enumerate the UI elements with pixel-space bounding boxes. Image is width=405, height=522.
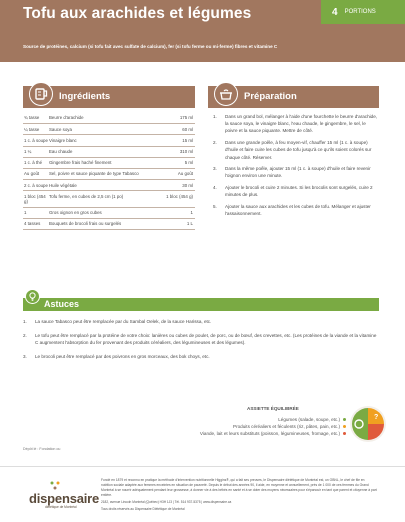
ingredient-row	[23, 191, 195, 208]
ingredient-name: Beurre d'arachide	[49, 115, 84, 121]
tip-number: 3.	[23, 354, 27, 359]
footer-contact[interactable]: 2182, avenue Lincoln Montréal (Québec) H3H 1J3 | Tél. 514 937-5375 | www.dispensaire.ca	[101, 500, 232, 504]
ingredient-name: Sel, poivre et sauce piquante de type Tabasco	[49, 171, 139, 177]
ingredient-row	[23, 169, 195, 180]
balanced-plate-line	[200, 424, 346, 431]
ingredient-row	[23, 158, 195, 169]
tips-heading: Astuces	[44, 299, 80, 309]
balanced-plate-line-text: Viande, lait et leurs substituts (poisson, légumineuses, fromage, etc.)	[199, 430, 340, 436]
lightbulb-icon	[25, 289, 40, 304]
ingredient-metric: 310 ml	[179, 148, 193, 154]
ingredient-quantity: 1	[24, 210, 27, 216]
portions-badge	[321, 0, 405, 24]
balanced-plate-dot	[343, 425, 346, 428]
tip-text: Le brocoli peut être remplacé par des poivrons en gros morceaux, des bok choys, etc.	[35, 354, 210, 359]
ingredient-row	[23, 219, 195, 230]
ingredient-name: Huile végétale	[49, 182, 77, 188]
ingredient-name: Sauce soya	[49, 126, 72, 132]
recipe-subtitle: Source de protéines, calcium (si tofu fait avec sulfate de calcium), fer (si tofu ferme ou mi-ferme) fibres et vitamine C	[23, 44, 278, 49]
preparation-step	[213, 165, 379, 179]
tips-header	[23, 298, 379, 311]
ingredient-row	[23, 124, 195, 135]
step-number: 2.	[213, 140, 217, 146]
ingredient-name: Vinaigre blanc	[49, 137, 77, 143]
step-text: Dans la même poêle, ajouter 15 ml (1 c. à soupe) d'huile et faire revenir l'oignon environ une minute.	[225, 166, 371, 179]
tip-number: 1.	[23, 319, 27, 324]
ingredient-quantity: 1 c. à soupe	[24, 137, 48, 143]
photo-credit: Dépôt lé : Fondation ou	[23, 447, 61, 451]
balanced-plate-icon	[349, 405, 387, 443]
ingredient-quantity: 1 ¼	[24, 148, 32, 154]
ingredient-row	[23, 208, 195, 219]
balanced-plate-dot	[343, 432, 346, 435]
ingredient-quantity: 1 bloc (454 g)	[24, 193, 46, 205]
ingredient-metric: 60 ml	[182, 126, 193, 132]
footer-logo-tagline: diététique de Montréal	[45, 505, 77, 509]
ingredient-quantity: ¼ tasse	[24, 126, 40, 132]
measuring-cup-icon	[29, 82, 53, 106]
tip-item	[23, 318, 379, 325]
ingredient-metric: 5 ml	[184, 160, 193, 166]
portions-label: PORTIONS	[344, 9, 376, 15]
preparation-heading: Préparation	[244, 91, 297, 102]
ingredients-header	[23, 86, 195, 108]
tips-list	[23, 318, 379, 367]
ingredient-name: Bouquets de brocoli frais ou surgelés	[49, 221, 122, 227]
tip-text: Le tofu peut être remplacé par la protéine de votre choix: lanières ou cubes de poulet, de porc, ou de bœuf, des crevettes, etc. (Les protéines de la viande et la vitamine C augmentent l'absorption du fer provenant des produits céréaliers, des légumineuses et des légumes).	[35, 333, 377, 345]
ingredient-row	[23, 113, 195, 124]
ingredients-table	[23, 113, 195, 230]
ingredient-name: Tofu ferme, en cubes de 2,5 cm (1 po)	[49, 193, 124, 199]
ingredient-quantity: 4 tasses	[24, 221, 41, 227]
preparation-step	[213, 184, 379, 198]
preparation-step	[213, 139, 379, 161]
balanced-plate-line	[200, 431, 346, 438]
preparation-step	[213, 113, 379, 135]
step-number: 1.	[213, 114, 217, 119]
portions-number: 4	[332, 6, 338, 18]
preparation-step	[213, 203, 379, 217]
ingredient-quantity: Au goût	[24, 171, 40, 177]
step-text: Ajouter la sauce aux arachides et les cubes de tofu. Mélanger et ajuster l'assaisonnement.	[225, 204, 371, 217]
step-number: 5.	[213, 204, 217, 210]
ingredient-metric: 15 ml	[182, 137, 193, 143]
recipe-title: Tofu aux arachides et légumes	[23, 5, 252, 22]
balanced-plate-line-text: Produits céréaliers et féculents (riz, pâtes, pain, etc.)	[233, 423, 340, 429]
ingredient-metric: 30 ml	[182, 182, 193, 188]
footer-logo: dispensaire	[29, 491, 100, 506]
ingredient-name: Eau chaude	[49, 148, 73, 154]
step-number: 4.	[213, 185, 217, 191]
balanced-plate-line-text: Légumes (salade, soupe, etc.)	[278, 417, 340, 422]
ingredient-metric: 1 bloc (454 g)	[166, 193, 193, 199]
footer-text	[101, 478, 377, 512]
dispensaire-logo-icon	[49, 480, 61, 491]
footer-copyright: Tous droits réservés au Dispensaire Diététique de Montréal	[101, 507, 185, 511]
footer-description: Fondé en 1879 et reconnu en pratique la méthode d'intervention nutritionnelle Higgins®, qui a fait ses preuves, le Dispensaire diététique de Montréal est, un OBNL, le chef de file en nutrition sociale adaptée aux femmes enceintes en situation de pauvreté. Depuis le début des années 90, il aide, en moyenne et annuellement, près de 1 000 de ces femmes du Grand Montréal à se nourrir adéquatement pendant leur grossesse, à donner vie à des bébés en santé et à se doter des moyens nécessaires pour s'épanouir en tant que parent et citoyenne à part entière.	[101, 478, 377, 497]
svg-text:?: ?	[374, 414, 379, 421]
ingredients-heading: Ingrédients	[59, 91, 111, 102]
tip-text: La sauce Tabasco peut être remplacée par du Sambal Oelek, de la sauce Harissa, etc.	[35, 319, 212, 324]
preparation-header	[208, 86, 379, 108]
step-number: 3.	[213, 166, 217, 172]
ingredient-name: Gingembre frais haché finement	[49, 160, 112, 166]
ingredient-row	[23, 135, 195, 146]
balanced-plate-dot	[343, 418, 346, 421]
ingredient-quantity: 2 c. à soupe	[24, 182, 48, 188]
tip-number: 2.	[23, 333, 27, 338]
step-text: Dans une grande poêle, à feu moyen-vif, chauffer 15 ml (1 c. à soupe) d'huile et faire cuire les cubes de tofu jusqu'à ce qu'ils soient colorés sur chaque côté. Réserver.	[225, 140, 372, 160]
ingredient-name: Gros oignon en gros cubes	[49, 210, 102, 216]
ingredient-metric: Au goût	[177, 171, 193, 177]
balanced-plate-line	[200, 417, 346, 424]
ingredient-row	[23, 147, 195, 158]
ingredient-metric: 175 ml	[179, 115, 193, 121]
step-text: Dans un grand bol, mélanger à l'aide d'une fourchette le beurre d'arachide, la sauce soya, le vinaigre blanc, l'eau chaude, le gingembre, le sel, le poivre et la sauce piquante. Mettre de côté.	[225, 114, 378, 134]
ingredient-row	[23, 180, 195, 191]
balanced-plate-legend	[200, 406, 346, 437]
ingredient-quantity: 1 c. à thé	[24, 160, 43, 166]
balanced-plate-heading: ASSIETTE ÉQUILIBRÉE	[247, 406, 299, 411]
ingredient-metric: 1	[190, 210, 193, 216]
ingredient-metric: 1 L	[186, 221, 193, 227]
preparation-steps	[213, 113, 379, 222]
tip-item	[23, 353, 379, 360]
tip-item	[23, 332, 379, 346]
step-text: Ajouter le brocoli et cuire 2 minutes. Si les brocolis sont surgelés, cuire 2 minutes de plus.	[225, 185, 373, 198]
pot-icon	[214, 82, 238, 106]
ingredient-quantity: ¾ tasse	[24, 115, 40, 121]
